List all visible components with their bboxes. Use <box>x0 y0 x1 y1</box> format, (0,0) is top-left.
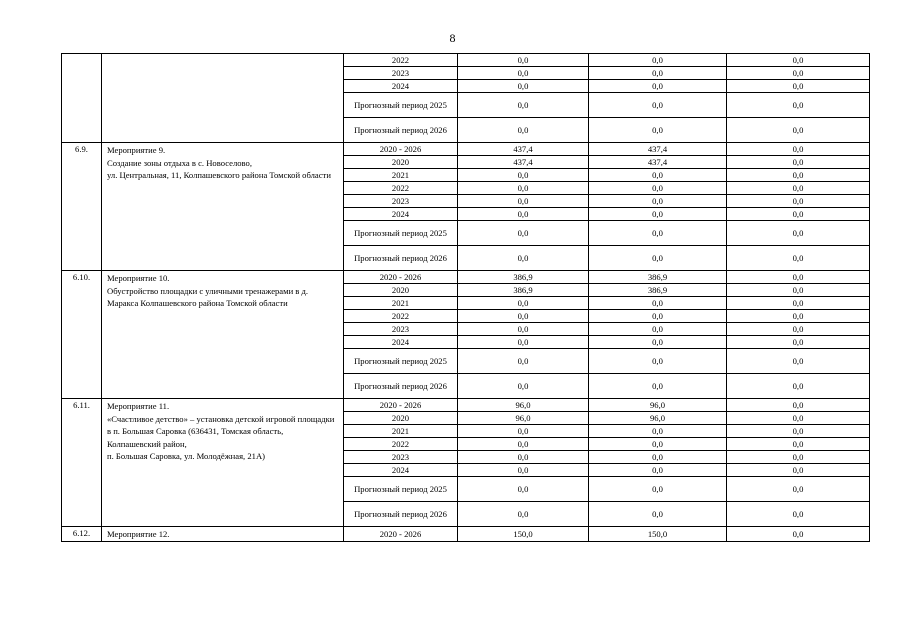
value-other-cell: 0,0 <box>727 438 870 451</box>
value-other-cell: 0,0 <box>727 118 870 143</box>
value-source-cell: 0,0 <box>589 336 727 349</box>
period-cell: 2020 - 2026 <box>344 143 458 156</box>
value-total-cell: 150,0 <box>458 527 589 542</box>
value-source-cell: 0,0 <box>589 67 727 80</box>
value-other-cell: 0,0 <box>727 93 870 118</box>
period-cell: 2023 <box>344 323 458 336</box>
value-other-cell: 0,0 <box>727 477 870 502</box>
table-row <box>62 54 870 67</box>
value-total-cell: 96,0 <box>458 412 589 425</box>
period-cell: 2020 - 2026 <box>344 271 458 284</box>
value-source-cell: 0,0 <box>589 80 727 93</box>
value-source-cell: 0,0 <box>589 182 727 195</box>
value-other-cell: 0,0 <box>727 336 870 349</box>
value-other-cell: 0,0 <box>727 284 870 297</box>
value-total-cell: 0,0 <box>458 118 589 143</box>
period-cell: 2020 <box>344 284 458 297</box>
value-other-cell: 0,0 <box>727 208 870 221</box>
period-cell: Прогнозный период 2026 <box>344 374 458 399</box>
period-cell: Прогнозный период 2026 <box>344 502 458 527</box>
value-total-cell: 0,0 <box>458 451 589 464</box>
period-cell: 2024 <box>344 336 458 349</box>
value-total-cell: 0,0 <box>458 310 589 323</box>
value-total-cell: 0,0 <box>458 323 589 336</box>
item-description: Мероприятие 10. Обустройство площадки с уличными тренажерами в д. Маракса Колпашевского района Томской области <box>102 271 344 399</box>
value-total-cell: 0,0 <box>458 297 589 310</box>
value-total-cell: 0,0 <box>458 195 589 208</box>
value-other-cell: 0,0 <box>727 221 870 246</box>
period-cell: 2020 - 2026 <box>344 527 458 542</box>
value-total-cell: 0,0 <box>458 54 589 67</box>
value-source-cell: 0,0 <box>589 464 727 477</box>
funding-table <box>61 53 870 542</box>
value-other-cell: 0,0 <box>727 80 870 93</box>
value-total-cell: 437,4 <box>458 143 589 156</box>
period-cell: 2023 <box>344 451 458 464</box>
value-other-cell: 0,0 <box>727 527 870 542</box>
value-source-cell: 0,0 <box>589 477 727 502</box>
value-source-cell: 0,0 <box>589 246 727 271</box>
value-total-cell: 0,0 <box>458 80 589 93</box>
item-number: 6.11. <box>62 399 102 527</box>
value-other-cell: 0,0 <box>727 297 870 310</box>
period-cell: 2021 <box>344 425 458 438</box>
value-total-cell: 0,0 <box>458 425 589 438</box>
value-other-cell: 0,0 <box>727 323 870 336</box>
page-number: 8 <box>449 31 456 45</box>
period-cell: 2023 <box>344 195 458 208</box>
value-other-cell: 0,0 <box>727 271 870 284</box>
value-source-cell: 96,0 <box>589 399 727 412</box>
item-description: Мероприятие 12. <box>102 527 344 542</box>
value-source-cell: 0,0 <box>589 54 727 67</box>
value-other-cell: 0,0 <box>727 143 870 156</box>
value-source-cell: 0,0 <box>589 349 727 374</box>
period-cell: Прогнозный период 2025 <box>344 477 458 502</box>
value-total-cell: 0,0 <box>458 67 589 80</box>
value-other-cell: 0,0 <box>727 156 870 169</box>
period-cell: 2022 <box>344 54 458 67</box>
period-cell: 2021 <box>344 169 458 182</box>
period-cell: Прогнозный период 2026 <box>344 246 458 271</box>
value-other-cell: 0,0 <box>727 349 870 374</box>
value-total-cell: 0,0 <box>458 208 589 221</box>
period-cell: Прогнозный период 2026 <box>344 118 458 143</box>
period-cell: 2021 <box>344 297 458 310</box>
value-total-cell: 0,0 <box>458 336 589 349</box>
value-total-cell: 0,0 <box>458 169 589 182</box>
value-total-cell: 0,0 <box>458 93 589 118</box>
value-other-cell: 0,0 <box>727 54 870 67</box>
value-other-cell: 0,0 <box>727 412 870 425</box>
value-source-cell: 0,0 <box>589 195 727 208</box>
value-source-cell: 96,0 <box>589 412 727 425</box>
period-cell: 2024 <box>344 80 458 93</box>
value-source-cell: 0,0 <box>589 310 727 323</box>
value-other-cell: 0,0 <box>727 246 870 271</box>
value-other-cell: 0,0 <box>727 399 870 412</box>
table-row <box>62 271 870 284</box>
period-cell: 2020 <box>344 156 458 169</box>
item-number: 6.12. <box>62 527 102 542</box>
value-total-cell: 0,0 <box>458 221 589 246</box>
table-row <box>62 143 870 156</box>
value-total-cell: 0,0 <box>458 246 589 271</box>
value-total-cell: 0,0 <box>458 502 589 527</box>
period-cell: Прогнозный период 2025 <box>344 93 458 118</box>
value-other-cell: 0,0 <box>727 67 870 80</box>
period-cell: 2020 <box>344 412 458 425</box>
value-source-cell: 0,0 <box>589 323 727 336</box>
item-description <box>102 54 344 143</box>
value-source-cell: 0,0 <box>589 425 727 438</box>
value-other-cell: 0,0 <box>727 310 870 323</box>
value-other-cell: 0,0 <box>727 451 870 464</box>
period-cell: 2022 <box>344 310 458 323</box>
table-row <box>62 527 870 542</box>
value-source-cell: 0,0 <box>589 93 727 118</box>
value-source-cell: 0,0 <box>589 451 727 464</box>
value-other-cell: 0,0 <box>727 374 870 399</box>
value-source-cell: 386,9 <box>589 271 727 284</box>
item-description: Мероприятие 11. «Счастливое детство» – установка детской игровой площадки в п. Большая Саровка (636431, Томская область, Колпашевский район, п. Большая Саровка, ул. Молодёжная, 21А) <box>102 399 344 527</box>
period-cell: 2022 <box>344 182 458 195</box>
period-cell: 2024 <box>344 208 458 221</box>
value-other-cell: 0,0 <box>727 195 870 208</box>
item-number: 6.10. <box>62 271 102 399</box>
value-total-cell: 96,0 <box>458 399 589 412</box>
value-total-cell: 437,4 <box>458 156 589 169</box>
value-other-cell: 0,0 <box>727 182 870 195</box>
value-total-cell: 386,9 <box>458 284 589 297</box>
value-source-cell: 386,9 <box>589 284 727 297</box>
value-total-cell: 0,0 <box>458 438 589 451</box>
value-source-cell: 150,0 <box>589 527 727 542</box>
value-total-cell: 0,0 <box>458 374 589 399</box>
value-source-cell: 0,0 <box>589 221 727 246</box>
value-source-cell: 0,0 <box>589 297 727 310</box>
value-source-cell: 0,0 <box>589 169 727 182</box>
value-total-cell: 386,9 <box>458 271 589 284</box>
table-row <box>62 399 870 412</box>
period-cell: 2022 <box>344 438 458 451</box>
value-source-cell: 0,0 <box>589 438 727 451</box>
value-other-cell: 0,0 <box>727 169 870 182</box>
value-other-cell: 0,0 <box>727 502 870 527</box>
item-number: 6.9. <box>62 143 102 271</box>
value-total-cell: 0,0 <box>458 182 589 195</box>
value-source-cell: 437,4 <box>589 143 727 156</box>
item-number <box>62 54 102 143</box>
period-cell: 2023 <box>344 67 458 80</box>
value-source-cell: 0,0 <box>589 374 727 399</box>
value-other-cell: 0,0 <box>727 425 870 438</box>
period-cell: 2020 - 2026 <box>344 399 458 412</box>
period-cell: Прогнозный период 2025 <box>344 221 458 246</box>
item-description: Мероприятие 9. Создание зоны отдыха в с. Новоселово, ул. Центральная, 11, Колпашевского района Томской области <box>102 143 344 271</box>
period-cell: 2024 <box>344 464 458 477</box>
value-total-cell: 0,0 <box>458 464 589 477</box>
value-total-cell: 0,0 <box>458 477 589 502</box>
value-source-cell: 0,0 <box>589 208 727 221</box>
value-source-cell: 0,0 <box>589 502 727 527</box>
value-other-cell: 0,0 <box>727 464 870 477</box>
period-cell: Прогнозный период 2025 <box>344 349 458 374</box>
value-total-cell: 0,0 <box>458 349 589 374</box>
value-source-cell: 0,0 <box>589 118 727 143</box>
value-source-cell: 437,4 <box>589 156 727 169</box>
